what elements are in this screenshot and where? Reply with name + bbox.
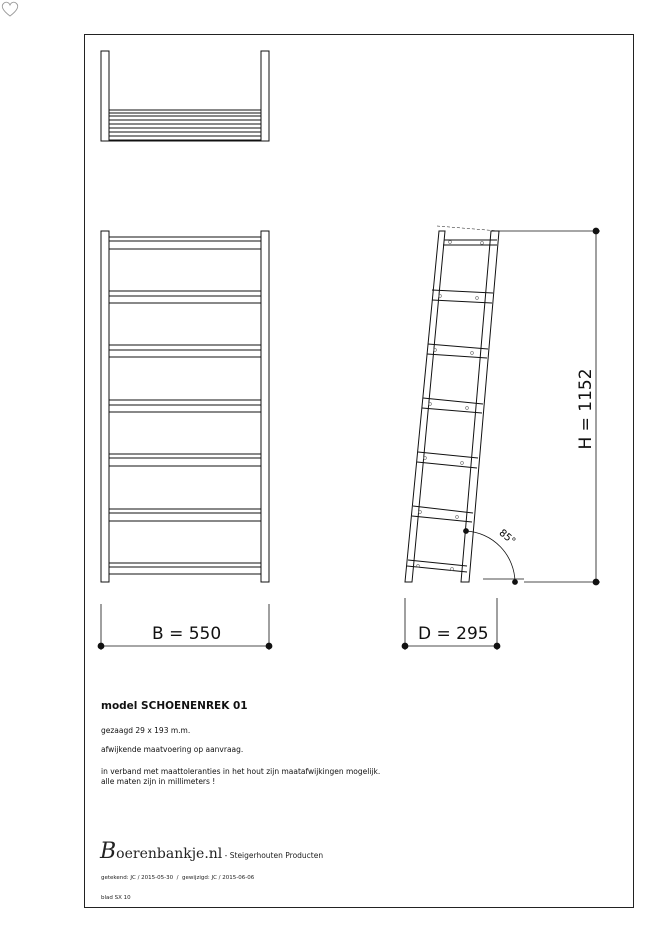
drawing-meta (101, 875, 254, 881)
drawn-by: getekend: JC / 2015-05-30 (101, 875, 174, 881)
height-label-box (566, 368, 606, 450)
spec-custom: afwijkende maatvoering op aanvraag. (101, 745, 244, 754)
height-label: H = 1152 (576, 368, 596, 450)
brand-subtitle: - Steigerhouten Producten (222, 851, 324, 860)
meta-separator: / (176, 875, 179, 881)
angle-label: 85° (496, 527, 518, 548)
brand-block (100, 839, 323, 864)
spec-tolerance: in verband met maattoleranties in het hout zijn maatafwijkingen mogelijk. (101, 767, 381, 776)
side-view (405, 226, 499, 582)
top-view (101, 51, 269, 141)
spec-units: alle maten zijn in millimeters ! (101, 777, 216, 786)
brand-logo: B (100, 839, 117, 864)
changed-by: gewijzigd: JC / 2015-06-06 (182, 875, 255, 881)
front-view (101, 231, 269, 582)
sheet-number: blad SX 10 (101, 895, 131, 901)
brand-name: oerenbankje.nl (116, 846, 223, 862)
screw-holes (417, 241, 484, 571)
width-label: B = 550 (152, 624, 222, 644)
model-title: model SCHOENENREK 01 (101, 700, 248, 712)
spec-sawn: gezaagd 29 x 193 m.m. (101, 726, 191, 735)
heart-icon (0, 0, 20, 18)
depth-label: D = 295 (418, 624, 489, 644)
